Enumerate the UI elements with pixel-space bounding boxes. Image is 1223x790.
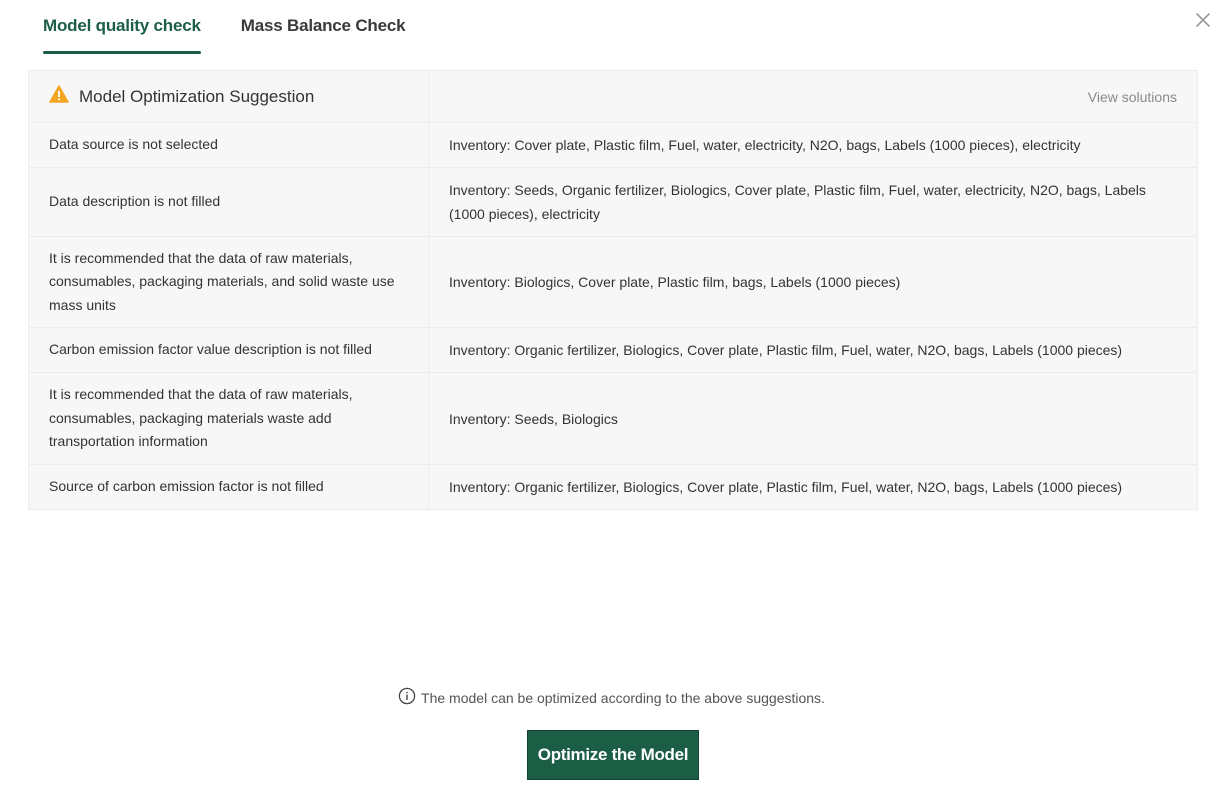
issue-cell: Carbon emission factor value description is not filled	[29, 328, 429, 372]
note-text: The model can be optimized according to the above suggestions.	[421, 689, 825, 706]
detail-cell: Inventory: Biologics, Cover plate, Plastic film, bags, Labels (1000 pieces)	[449, 274, 901, 290]
tab-model-quality-check[interactable]: Model quality check	[43, 0, 201, 56]
close-icon[interactable]	[1194, 11, 1212, 29]
table-row	[29, 328, 1197, 373]
optimization-note	[0, 687, 1223, 708]
detail-cell: Inventory: Organic fertilizer, Biologics, Cover plate, Plastic film, Fuel, water, N2O, bags, Labels (1000 pieces)	[449, 342, 1123, 358]
table-row	[29, 123, 1197, 168]
table-row	[29, 168, 1197, 237]
table-header	[29, 71, 1197, 123]
panel-title: Model Optimization Suggestion	[79, 86, 315, 106]
issue-cell: Data source is not selected	[29, 123, 429, 167]
header-title-cell	[29, 71, 429, 122]
optimize-model-button[interactable]: Optimize the Model	[527, 730, 699, 780]
table-row	[29, 237, 1197, 328]
issue-cell: It is recommended that the data of raw materials, consumables, packaging materials, and solid waste use mass units	[29, 237, 429, 327]
table-row	[29, 465, 1197, 509]
view-solutions-link[interactable]: View solutions	[1087, 88, 1177, 105]
detail-cell: Inventory: Seeds, Biologics	[449, 410, 618, 427]
tab-bar	[43, 0, 445, 56]
detail-cell: Inventory: Cover plate, Plastic film, Fuel, water, electricity, N2O, bags, Labels (1000 pieces), electricity	[449, 137, 1081, 153]
issue-cell: Source of carbon emission factor is not filled	[29, 465, 429, 509]
detail-cell: Inventory: Organic fertilizer, Biologics, Cover plate, Plastic film, Fuel, water, N2O, bags, Labels (1000 pieces)	[449, 479, 1123, 495]
warning-icon	[49, 85, 69, 108]
suggestion-table	[28, 70, 1198, 510]
tab-mass-balance-check[interactable]: Mass Balance Check	[240, 16, 406, 35]
header-action-cell	[429, 71, 1197, 122]
info-icon	[398, 687, 416, 708]
detail-cell: Inventory: Seeds, Organic fertilizer, Biologics, Cover plate, Plastic film, Fuel, water, electricity, N2O, bags, Labels (1000 pieces), electricity	[449, 182, 1146, 222]
issue-cell: Data description is not filled	[29, 168, 429, 236]
issue-cell: It is recommended that the data of raw materials, consumables, packaging materials waste add transportation information	[29, 373, 429, 464]
table-row	[29, 373, 1197, 465]
